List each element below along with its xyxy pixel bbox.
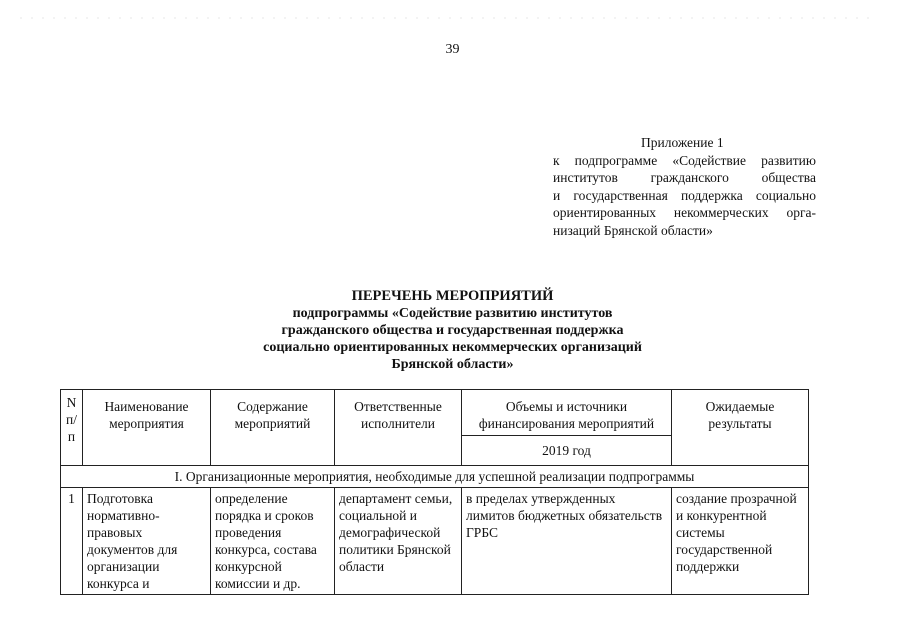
header-year: 2019 год xyxy=(462,436,672,466)
document-subtitle-line: социально ориентированных некоммерческих организаций xyxy=(263,340,642,355)
appendix-line: и государственная поддержка социально xyxy=(553,187,816,203)
appendix-title: Приложение 1 xyxy=(641,135,724,150)
cell-funding: в пределах утвержденных лимитов бюджетных обязательств ГРБС xyxy=(462,488,672,595)
cell-name: Подготовка нормативно-правовых документов для организации конкурса и xyxy=(83,488,211,595)
cell-results: создание прозрачной и конкурентной системы государственной поддержки xyxy=(672,488,809,595)
events-table xyxy=(60,389,809,595)
appendix-line: к подпрограмме «Содействие развитию xyxy=(553,152,816,168)
page-number: 39 xyxy=(445,42,460,57)
cell-content: определение порядка и сроков проведения конкурса, состава конкурсной комиссии и др. xyxy=(211,488,335,595)
document-subtitle-line: подпрограммы «Содействие развитию институтов xyxy=(292,306,613,321)
header-name: Наименование мероприятия xyxy=(83,390,211,466)
header-responsible: Ответственные исполнители xyxy=(335,390,462,466)
document-subtitle-line: Брянской области» xyxy=(391,357,514,372)
appendix-note xyxy=(553,134,816,239)
appendix-line: низаций Брянской области» xyxy=(553,222,713,238)
header-content: Содержание мероприятий xyxy=(211,390,335,466)
table-row xyxy=(61,488,809,595)
cell-responsible: департамент семьи, социальной и демографической политики Брянской области xyxy=(335,488,462,595)
table-header-row xyxy=(61,390,809,436)
document-title: ПЕРЕЧЕНЬ МЕРОПРИЯТИЙ xyxy=(351,288,554,304)
header-results: Ожидаемые результаты xyxy=(672,390,809,466)
header-funding: Объемы и источники финансирования мероприятий xyxy=(462,390,672,436)
appendix-line: институтов гражданского общества xyxy=(553,170,816,185)
header-num: N п/ п xyxy=(61,390,83,466)
appendix-line: ориентированных некоммерческих орга- xyxy=(553,205,816,220)
document-subtitle-line: гражданского общества и государственная поддержка xyxy=(281,323,624,338)
document-heading xyxy=(0,288,905,373)
section-title: I. Организационные мероприятия, необходимые для успешной реализации подпрограммы xyxy=(61,466,809,488)
scan-noise-line xyxy=(0,14,905,22)
section-row xyxy=(61,466,809,488)
cell-num: 1 xyxy=(61,488,83,595)
